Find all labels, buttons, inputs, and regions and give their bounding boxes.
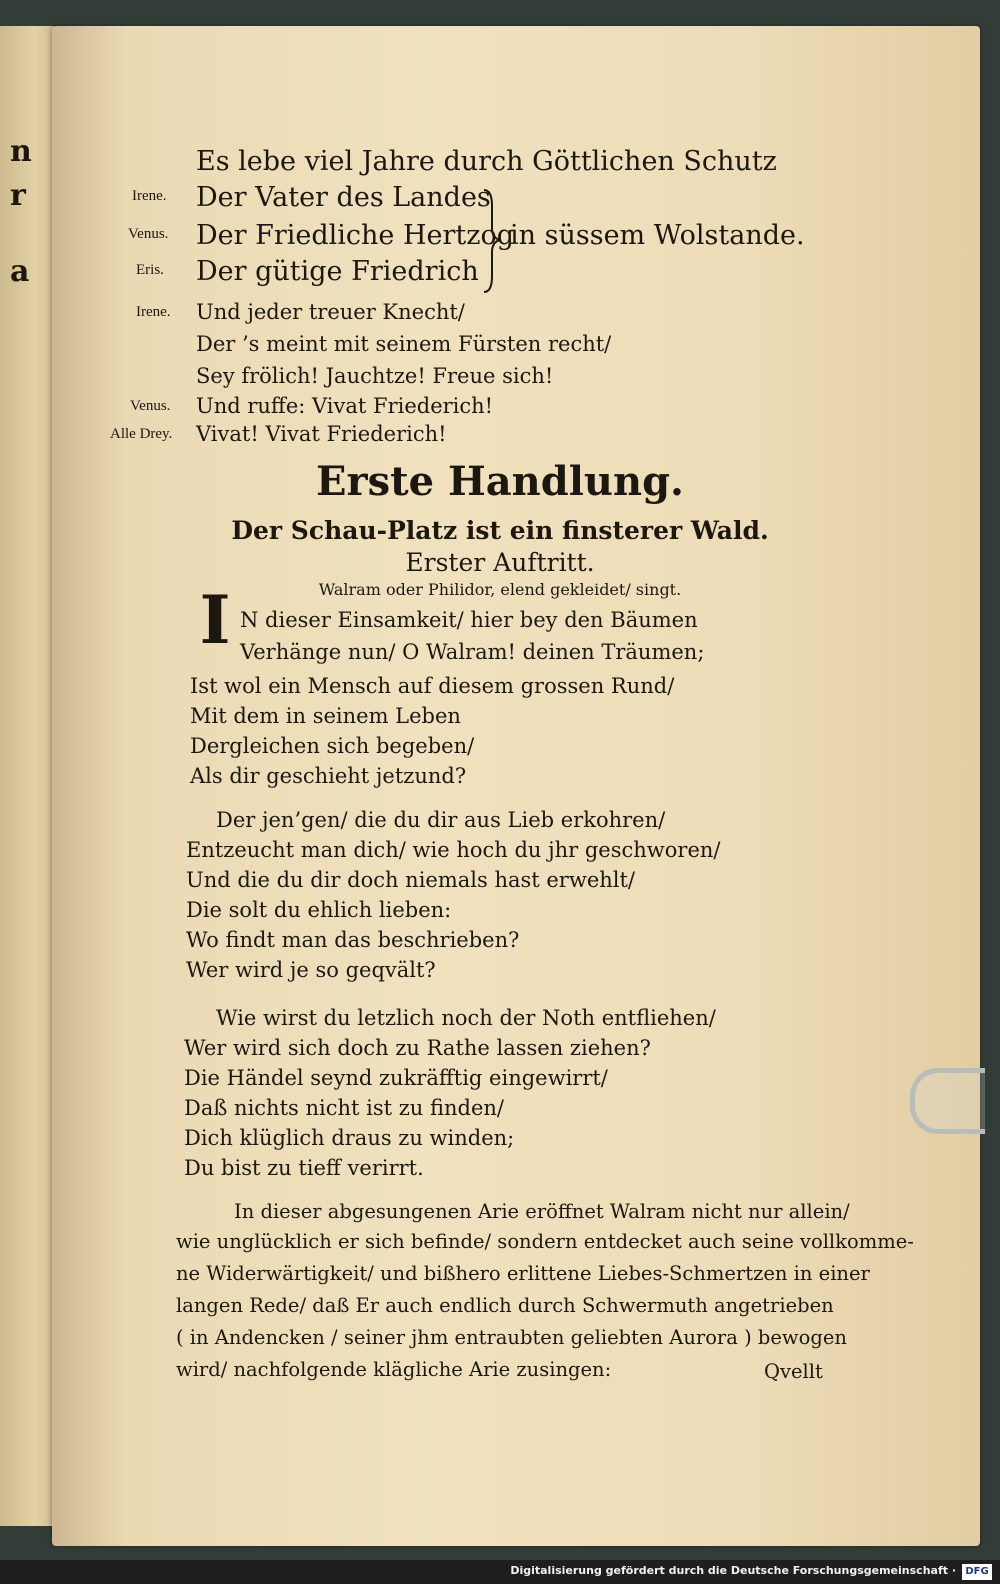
dfg-logo: DFG [962,1564,992,1580]
speaker-label: Alle Drey. [110,426,173,442]
verse-line: Der gütige Friedrich [196,256,479,287]
verse-line: Wo findt man das beschrieben? [186,928,520,952]
page-clip [910,1068,985,1134]
verse-line: Als dir geschieht jetzund? [190,764,467,788]
verse-line: Ist wol ein Mensch auf diesem grossen Rund/ [190,674,675,698]
verse-line: Der jen’gen/ die du dir aus Lieb erkohren/ [216,808,666,832]
verse-line: Sey frölich! Jauchtze! Freue sich! [196,364,554,388]
speaker-label: Irene. [136,304,171,320]
verse-line: Du bist zu tieff verirrt. [184,1156,424,1180]
brace-icon [478,186,506,296]
facing-page-edge [0,26,58,1526]
catchword: Qvellt [764,1360,823,1383]
verse-line: Wer wird sich doch zu Rathe lassen ziehen? [184,1036,651,1060]
verse-line: Wer wird je so geqvält? [186,958,436,982]
facing-page-char: n [10,134,32,169]
speaker-label: Venus. [128,226,169,242]
facing-page-char: r [10,178,26,213]
verse-line: Und ruffe: Vivat Friederich! [196,394,494,418]
verse-line-tail: in süssem Wolstande. [510,220,805,251]
verse-line: Dich klüglich draus zu winden; [184,1126,515,1150]
verse-line: Mit dem in seinem Leben [190,704,461,728]
scene-setting: Der Schau-Platz ist ein finsterer Wald. [231,516,769,545]
verse-line: Und jeder treuer Knecht/ [196,300,465,324]
prose-line: ne Widerwärtigkeit/ und bißhero erlittene Liebes-Schmertzen in einer [176,1262,870,1285]
facing-page-char: a [10,254,30,289]
decorated-initial: I [199,581,231,659]
stage-direction: Walram oder Philidor, elend gekleidet/ singt. [318,580,682,599]
verse-line: Entzeucht man dich/ wie hoch du jhr geschworen/ [186,838,721,862]
prose-line: In dieser abgesungenen Arie eröffnet Walram nicht nur allein/ [234,1200,850,1223]
verse-line: Daß nichts nicht ist zu finden/ [184,1096,504,1120]
verse-line: Wie wirst du letzlich noch der Noth entfliehen/ [216,1006,716,1030]
scene-entry: Erster Auftritt. [405,548,595,577]
verse-line: Der Vater des Landes [196,182,491,213]
speaker-label: Eris. [136,262,164,278]
speaker-label: Venus. [130,398,171,414]
verse-line: Es lebe viel Jahre durch Göttlichen Schutz [196,146,777,177]
verse-line: Und die du dir doch niemals hast erwehlt/ [186,868,635,892]
prose-line: ( in Andencken / seiner jhm entraubten geliebten Aurora ) bewogen [176,1326,847,1349]
act-title: Erste Handlung. [316,458,684,505]
verse-line: Die solt du ehlich lieben: [186,898,452,922]
verse-line: Die Händel seynd zukräfftig eingewirrt/ [184,1066,608,1090]
verse-line: Verhänge nun/ O Walram! deinen Träumen; [240,640,705,664]
prose-line: wie unglücklich er sich befinde/ sondern entdecket auch seine vollkomme- [176,1230,914,1253]
prose-line: wird/ nachfolgende klägliche Arie zusingen: [176,1358,612,1381]
verse-line: Vivat! Vivat Friederich! [196,422,447,446]
verse-line: Dergleichen sich begeben/ [190,734,475,758]
verse-line: Der Friedliche Hertzog [196,220,515,251]
prose-line: langen Rede/ daß Er auch endlich durch Schwermuth angetrieben [176,1294,834,1317]
speaker-label: Irene. [132,188,167,204]
verse-line: Der ’s meint mit seinem Fürsten recht/ [196,332,612,356]
footer-credit: Digitalisierung gefördert durch die Deutsche Forschungsgemeinschaft · [510,1564,956,1577]
verse-line: N dieser Einsamkeit/ hier bey den Bäumen [240,608,698,632]
